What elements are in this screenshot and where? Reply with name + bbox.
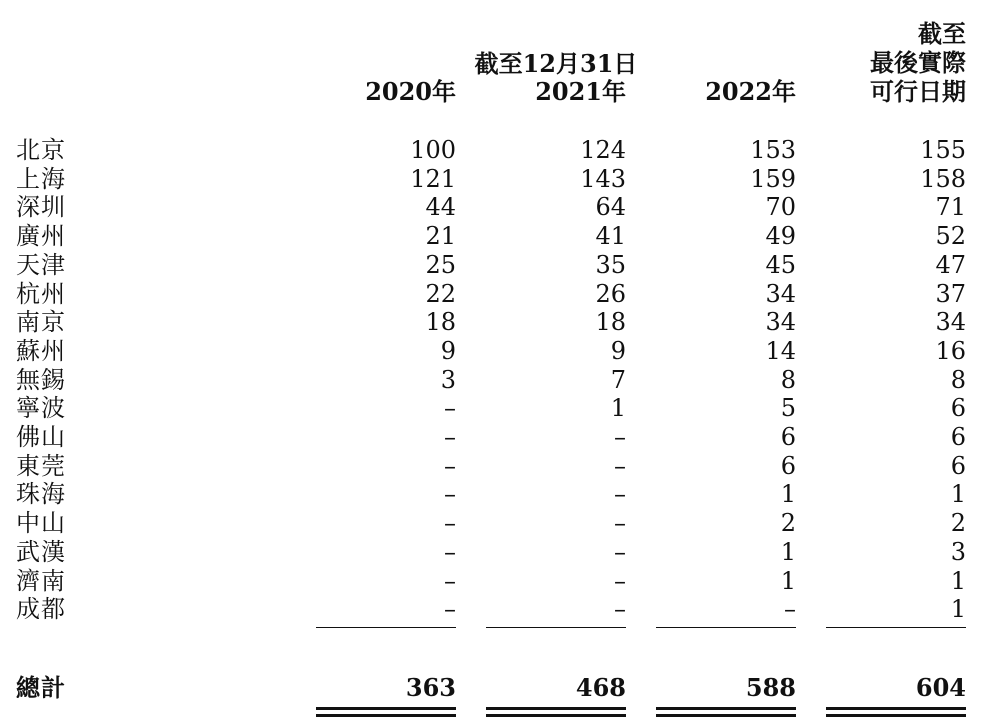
cell-2020: 21 xyxy=(425,222,456,251)
total-double-rule-2022 xyxy=(656,707,796,717)
table-row xyxy=(0,595,985,624)
cell-2020: 25 xyxy=(425,250,456,279)
total-latest: 604 xyxy=(915,673,966,702)
cell-2020: 3 xyxy=(440,365,456,394)
cell-2021: – xyxy=(614,537,626,566)
cell-2020: – xyxy=(444,595,456,624)
cell-2021: 35 xyxy=(595,250,626,279)
cell-2022: 34 xyxy=(765,308,796,337)
cell-2020: – xyxy=(444,423,456,451)
column-header-2021: 2021年 xyxy=(535,77,626,106)
cell-2021: – xyxy=(614,480,626,509)
column-header-latest-line3: 可行日期 xyxy=(870,77,966,106)
cell-latest: 16 xyxy=(935,336,966,365)
cell-latest: 1 xyxy=(950,595,966,624)
cell-2021: – xyxy=(614,451,626,480)
cell-2022: 8 xyxy=(780,365,796,394)
city-name: 寧波 xyxy=(16,394,66,423)
table-row xyxy=(0,366,985,395)
cell-latest: 155 xyxy=(920,136,966,164)
table-row xyxy=(0,538,985,567)
cell-latest: 158 xyxy=(920,164,966,193)
city-name: 蘇州 xyxy=(16,336,66,365)
group-header-as-of-dec-31: 截至12月31日 xyxy=(474,49,638,78)
cell-latest: 8 xyxy=(950,365,966,394)
cell-2021: 41 xyxy=(595,222,626,251)
city-name: 南京 xyxy=(16,308,66,337)
cell-2022: 1 xyxy=(780,566,796,595)
cell-2021: 124 xyxy=(580,136,626,164)
table-row xyxy=(0,136,985,165)
cell-2021: – xyxy=(614,595,626,624)
cell-2022: 1 xyxy=(780,480,796,509)
cell-2021: 7 xyxy=(610,365,626,394)
city-name: 天津 xyxy=(16,250,66,279)
table-row xyxy=(0,423,985,452)
city-name: 廣州 xyxy=(16,222,66,251)
column-header-2020: 2020年 xyxy=(365,77,456,106)
table-row xyxy=(0,308,985,337)
cell-2020: – xyxy=(444,566,456,595)
city-name: 佛山 xyxy=(16,423,66,451)
cell-latest: 34 xyxy=(935,308,966,337)
table-row xyxy=(0,165,985,194)
cell-2020: – xyxy=(444,509,456,538)
city-name: 濟南 xyxy=(16,566,66,595)
total-label: 總計 xyxy=(16,673,66,702)
total-2022: 588 xyxy=(745,673,796,702)
table-row xyxy=(0,193,985,222)
subtotal-rule-2022 xyxy=(656,627,796,628)
cell-2022: 6 xyxy=(780,451,796,480)
cell-latest: 3 xyxy=(950,537,966,566)
cell-latest: 52 xyxy=(935,222,966,251)
cell-2020: 121 xyxy=(410,164,456,193)
city-name: 深圳 xyxy=(16,193,66,222)
cell-2021: – xyxy=(614,509,626,538)
cell-2022: 1 xyxy=(780,537,796,566)
cell-latest: 37 xyxy=(935,279,966,308)
total-2021: 468 xyxy=(575,673,626,702)
cell-2022: 49 xyxy=(765,222,796,251)
cell-2020: 22 xyxy=(425,279,456,308)
subtotal-rule-2020 xyxy=(316,627,456,628)
table-row xyxy=(0,251,985,280)
total-double-rule-2020 xyxy=(316,707,456,717)
cell-latest: 47 xyxy=(935,250,966,279)
city-name: 珠海 xyxy=(16,480,66,509)
total-double-rule-latest xyxy=(826,707,966,717)
cell-2021: 143 xyxy=(580,164,626,193)
cell-2020: 100 xyxy=(410,136,456,164)
cell-latest: 6 xyxy=(950,394,966,423)
cell-2022: 153 xyxy=(750,136,796,164)
cell-2021: 9 xyxy=(610,336,626,365)
table-row xyxy=(0,567,985,596)
cell-2022: – xyxy=(784,595,796,624)
cell-2021: 1 xyxy=(610,394,626,423)
cell-2022: 6 xyxy=(780,423,796,451)
cell-latest: 6 xyxy=(950,451,966,480)
city-name: 中山 xyxy=(16,509,66,538)
table-row xyxy=(0,480,985,509)
cell-2021: 64 xyxy=(595,193,626,222)
cell-2022: 45 xyxy=(765,250,796,279)
city-name: 武漢 xyxy=(16,537,66,566)
table-row xyxy=(0,280,985,309)
cell-2020: – xyxy=(444,480,456,509)
cell-latest: 1 xyxy=(950,566,966,595)
cell-2022: 159 xyxy=(750,164,796,193)
city-name: 上海 xyxy=(16,164,66,193)
city-name: 成都 xyxy=(16,595,66,624)
subtotal-rule-latest xyxy=(826,627,966,628)
cell-2021: 18 xyxy=(595,308,626,337)
cell-latest: 6 xyxy=(950,423,966,451)
city-name: 無錫 xyxy=(16,365,66,394)
total-row xyxy=(0,673,985,702)
cell-2021: – xyxy=(614,423,626,451)
cell-2022: 14 xyxy=(765,336,796,365)
table-row xyxy=(0,337,985,366)
cell-2022: 5 xyxy=(780,394,796,423)
cell-2020: 44 xyxy=(425,193,456,222)
cell-2022: 34 xyxy=(765,279,796,308)
total-2020: 363 xyxy=(405,673,456,702)
table-row xyxy=(0,222,985,251)
cell-2020: – xyxy=(444,394,456,423)
column-header-latest-line1: 截至 xyxy=(918,19,966,48)
cell-2020: 18 xyxy=(425,308,456,337)
cell-2022: 2 xyxy=(780,509,796,538)
cell-latest: 2 xyxy=(950,509,966,538)
city-name: 北京 xyxy=(16,136,66,164)
city-name: 東莞 xyxy=(16,451,66,480)
cell-2021: 26 xyxy=(595,279,626,308)
column-header-latest-line2: 最後實際 xyxy=(870,48,966,77)
cell-2020: 9 xyxy=(440,336,456,365)
table-row xyxy=(0,452,985,481)
table-row xyxy=(0,394,985,423)
cell-2022: 70 xyxy=(765,193,796,222)
table-row xyxy=(0,509,985,538)
cell-2020: – xyxy=(444,537,456,566)
cell-2021: – xyxy=(614,566,626,595)
cell-latest: 1 xyxy=(950,480,966,509)
total-double-rule-2021 xyxy=(486,707,626,717)
city-name: 杭州 xyxy=(16,279,66,308)
cell-latest: 71 xyxy=(935,193,966,222)
column-header-2022: 2022年 xyxy=(705,77,796,106)
cell-2020: – xyxy=(444,451,456,480)
subtotal-rule-2021 xyxy=(486,627,626,628)
